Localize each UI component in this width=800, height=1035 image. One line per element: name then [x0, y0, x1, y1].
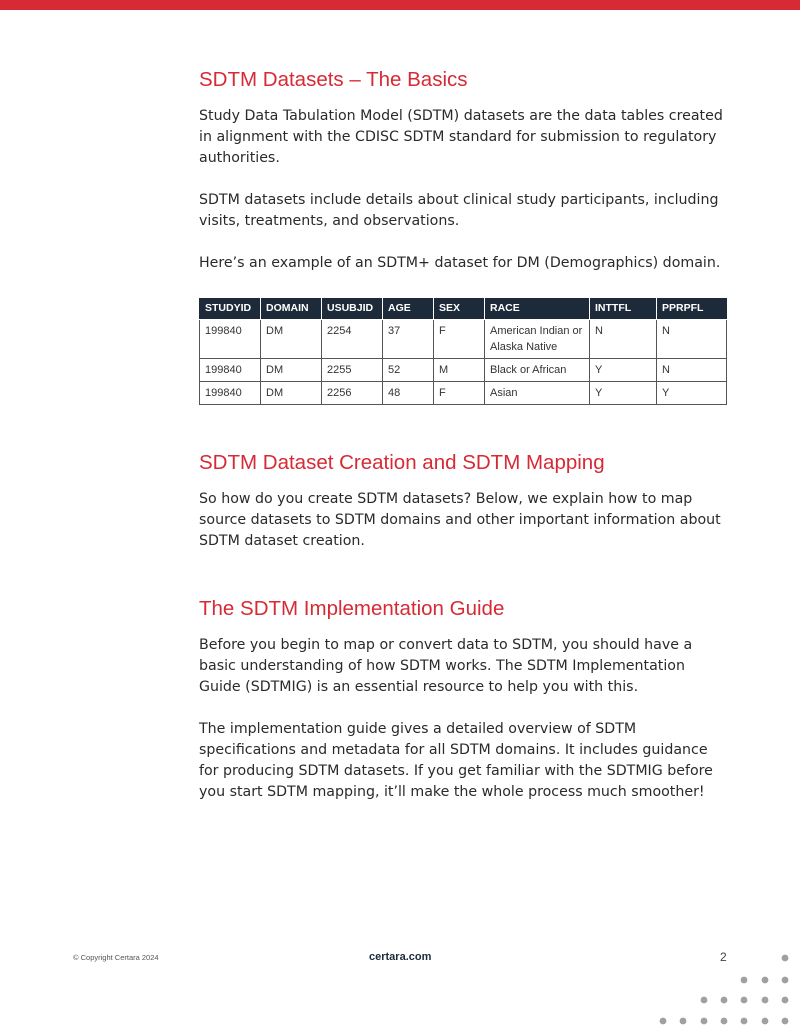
- decorative-dot: [701, 997, 708, 1004]
- table-cell: M: [434, 358, 485, 381]
- table-cell: 52: [383, 358, 434, 381]
- table-cell: Y: [590, 381, 657, 404]
- decorative-dot: [741, 977, 748, 984]
- decorative-dot: [701, 1018, 708, 1025]
- table-row: [200, 319, 727, 358]
- top-accent-bar: [0, 0, 800, 10]
- table-cell: N: [590, 319, 657, 358]
- column-header: STUDYID: [200, 298, 261, 319]
- table-cell: DM: [261, 319, 322, 358]
- table-row: [200, 381, 727, 404]
- table-cell: F: [434, 319, 485, 358]
- column-header: DOMAIN: [261, 298, 322, 319]
- table-cell: N: [657, 358, 727, 381]
- column-header: PPRPFL: [657, 298, 727, 319]
- decorative-dot: [680, 1018, 687, 1025]
- decorative-dot: [721, 997, 728, 1004]
- paragraph-sdtmig-intro: Before you begin to map or convert data to SDTM, you should have a basic understanding of how SDTM works. The SDTM Implementation Guide (SDTMIG) is an essential resource to help you with this.: [199, 636, 693, 695]
- decorative-dot: [762, 997, 769, 1004]
- table-cell: American Indian or Alaska Native: [485, 319, 590, 358]
- table-cell: Y: [590, 358, 657, 381]
- decorative-dot: [762, 1018, 769, 1025]
- heading-sdtm-basics: SDTM Datasets – The Basics: [199, 68, 468, 91]
- main-content: [199, 66, 729, 803]
- table-cell: DM: [261, 381, 322, 404]
- table-cell: 199840: [200, 319, 261, 358]
- table-cell: 2256: [322, 381, 383, 404]
- decorative-dot: [782, 997, 789, 1004]
- decorative-dot: [782, 955, 789, 962]
- paragraph-sdtm-details: SDTM datasets include details about clinical study participants, including visits, treatments, and observations.: [199, 192, 719, 229]
- decorative-dot: [741, 1018, 748, 1025]
- heading-dataset-creation: SDTM Dataset Creation and SDTM Mapping: [199, 450, 605, 474]
- decorative-dot: [660, 1018, 667, 1025]
- column-header: INTTFL: [590, 298, 657, 319]
- paragraph-dataset-creation: So how do you create SDTM datasets? Below, we explain how to map source datasets to SDTM domains and other important information about SDTM dataset creation.: [199, 490, 721, 549]
- column-header: RACE: [485, 298, 590, 319]
- paragraph-sdtmig-overview: The implementation guide gives a detailed overview of SDTM specifications and metadata for all SDTM domains. It includes guidance for producing SDTM datasets. If you get familiar with the SDTMIG before you start SDTM mapping, it’ll make the whole process much smoother!: [199, 720, 713, 800]
- column-header: USUBJID: [322, 298, 383, 319]
- table-cell: 2254: [322, 319, 383, 358]
- table-cell: 199840: [200, 358, 261, 381]
- table-cell: DM: [261, 358, 322, 381]
- heading-implementation-guide: The SDTM Implementation Guide: [199, 596, 505, 620]
- page-number: 2: [720, 950, 727, 964]
- table-cell: Black or African: [485, 358, 590, 381]
- table-cell: 37: [383, 319, 434, 358]
- decorative-dot: [741, 997, 748, 1004]
- dm-dataset-table: [199, 298, 727, 405]
- column-header: SEX: [434, 298, 485, 319]
- table-cell: 199840: [200, 381, 261, 404]
- decorative-dot: [782, 977, 789, 984]
- table-row: [200, 358, 727, 381]
- table-cell: N: [657, 319, 727, 358]
- footer-website-link[interactable]: certara.com: [369, 951, 432, 963]
- paragraph-example-intro: Here’s an example of an SDTM+ dataset for DM (Demographics) domain.: [199, 255, 721, 271]
- table-header-row: [200, 298, 727, 319]
- decorative-dot: [721, 1018, 728, 1025]
- paragraph-sdtm-definition: Study Data Tabulation Model (SDTM) datasets are the data tables created in alignment with the CDISC SDTM standard for submission to regulatory authorities.: [199, 108, 723, 166]
- decorative-dot: [762, 977, 769, 984]
- table-cell: F: [434, 381, 485, 404]
- footer-copyright: © Copyright Certara 2024: [73, 953, 159, 962]
- column-header: AGE: [383, 298, 434, 319]
- table-cell: Y: [657, 381, 727, 404]
- table-cell: 2255: [322, 358, 383, 381]
- table-cell: Asian: [485, 381, 590, 404]
- table-cell: 48: [383, 381, 434, 404]
- decorative-dot: [782, 1018, 789, 1025]
